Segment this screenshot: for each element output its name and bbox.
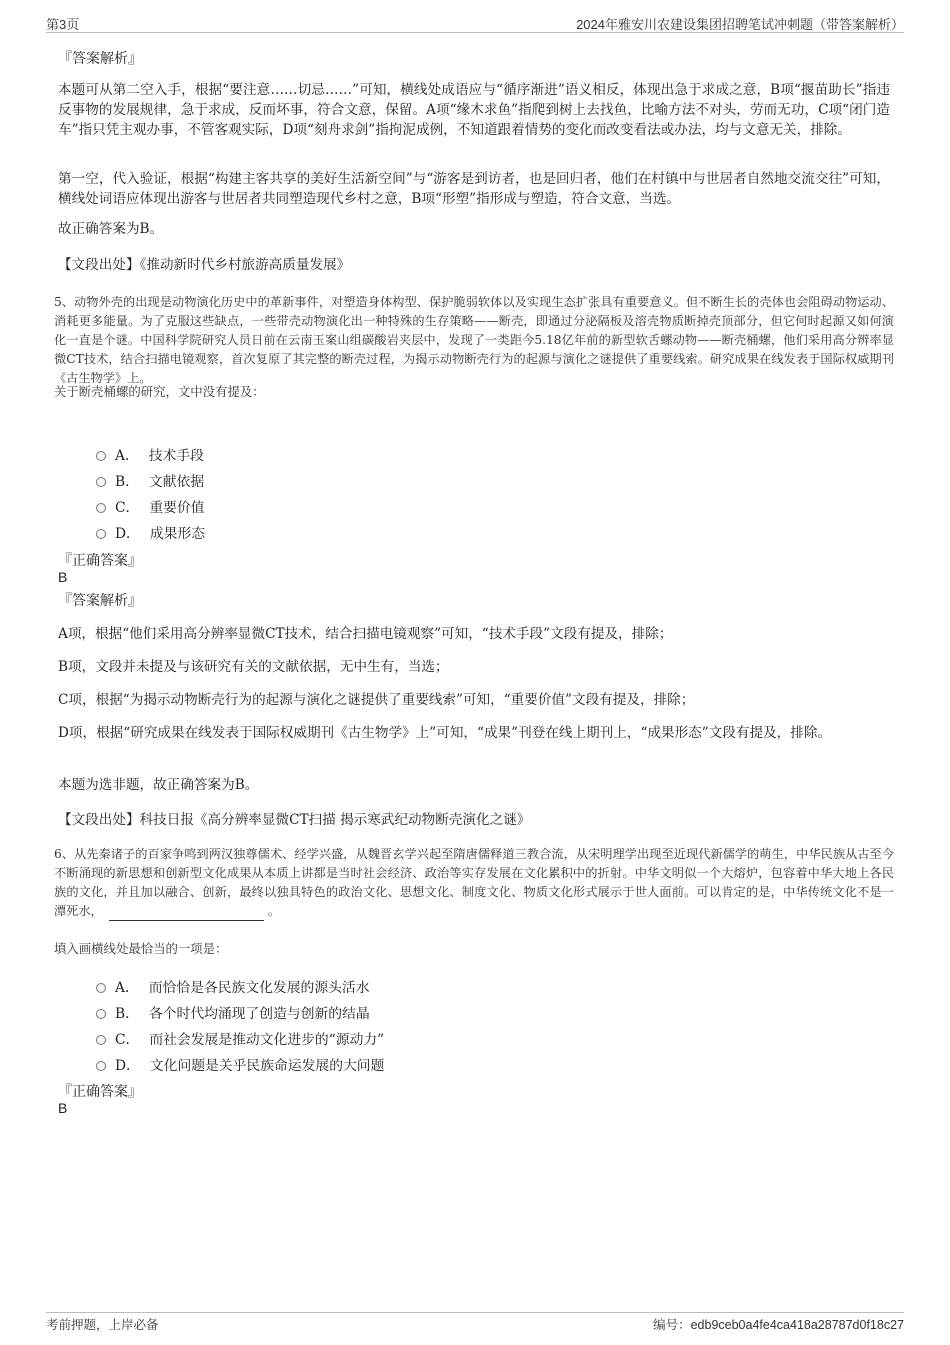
q6-option-d[interactable]: D． 文化问题是关乎民族命运发展的大问题 <box>96 1054 384 1074</box>
q4-analysis-para-1: 本题可从第二空入手，根据“要注意……切忌……”可知，横线处成语应与“循序渐进”语义相反，体现出急于求成之意，B项“揠苗助长”指违反事物的发展规律，急于求成，反而坏事，符合文意，保留。A项“缘木求鱼”指爬到树上去找鱼，比喻方法不对头，劳而无功，C项“闭门造车”指只凭主观办事，不管客观实际，D项“刻舟求剑”指拘泥成例，不知道跟着情势的变化而改变看法或办法，均与文意无关，排除。 <box>58 82 890 138</box>
q5-option-c[interactable]: C． 重要价值 <box>96 496 205 516</box>
q6-option-a[interactable]: A． 而恰恰是各民族文化发展的源头活水 <box>96 976 370 996</box>
q5-source: 【文段出处】科技日报《高分辨率显微CT扫描 揭示寒武纪动物断壳演化之谜》 <box>58 812 531 828</box>
q5-option-b[interactable]: B． 文献依据 <box>96 470 204 490</box>
q5-analysis-label: 『答案解析』 <box>58 593 142 609</box>
q4-conclusion: 故正确答案为B。 <box>58 221 164 237</box>
q4-source: 【文段出处】《推动新时代乡村旅游高质量发展》 <box>58 257 351 273</box>
q5-conclusion: 本题为选非题，故正确答案为B。 <box>58 777 259 793</box>
radio-icon[interactable] <box>96 983 106 993</box>
fill-blank <box>109 906 264 921</box>
radio-icon[interactable] <box>96 1035 106 1045</box>
q5-option-d[interactable]: D． 成果形态 <box>96 522 205 542</box>
q5-option-a[interactable]: A． 技术手段 <box>96 444 204 464</box>
radio-icon[interactable] <box>96 529 106 539</box>
page-footer <box>46 1312 904 1333</box>
page-number: 第3页 <box>46 17 80 32</box>
q6-answer: B <box>58 1100 68 1116</box>
q5-analysis-c: C项，根据“为揭示动物断壳行为的起源与演化之谜提供了重要线索”可知，“重要价值”文段有提及，排除； <box>58 692 695 708</box>
q4-analysis-label: 『答案解析』 <box>58 51 142 67</box>
q5-analysis-b: B项，文段并未提及与该研究有关的文献依据，无中生有，当选； <box>58 659 449 675</box>
q5-text: 5、动物外壳的出现是动物演化历史中的革新事件，对塑造身体构型、保护脆弱软体以及实现生态扩张具有重要意义。但不断生长的壳体也会阻碍动物运动、消耗更多能量。为了克服这些缺点，一些带壳动物演化出一种特殊的生存策略——断壳，即通过分泌隔板及溶壳物质断掉壳顶部分，但它何时起源又如何演化一直是个谜。中国科学院研究人员日前在云南玉案山组碳酸岩夹层中，发现了一类距今5.18亿年前的新型软舌螺动物——断壳桶螺，他们采用高分辨率显微CT技术，结合扫描电镜观察，首次复原了其完整的断壳过程，为揭示动物断壳行为的起源与演化之谜提供了重要线索。研究成果在线发表于国际权威期刊《古生物学》上。 <box>54 295 894 385</box>
q5-analysis-a: A项，根据“他们采用高分辨率显微CT技术，结合扫描电镜观察”可知，“技术手段”文段有提及，排除； <box>58 626 673 642</box>
document-title: 2024年雅安川农建设集团招聘笔试冲刺题（带答案解析） <box>576 17 904 32</box>
radio-icon[interactable] <box>96 1009 106 1019</box>
page-header <box>46 14 904 33</box>
q6-option-b[interactable]: B． 各个时代均涌现了创造与创新的结晶 <box>96 1002 370 1022</box>
q5-prompt: 关于断壳桶螺的研究，文中没有提及： <box>54 384 265 399</box>
q5-answer-label: 『正确答案』 <box>58 553 142 569</box>
radio-icon[interactable] <box>96 503 106 513</box>
q6-option-c[interactable]: C． 而社会发展是推动文化进步的“源动力” <box>96 1028 384 1048</box>
q4-analysis-para-2: 第一空，代入验证，根据“构建主客共享的美好生活新空间”与“游客是到访者，也是回归者，他们在村镇中与世居者自然地交流交往”可知，横线处词语应体现出游客与世居者共同塑造现代乡村之意，B项“形塑”指形成与塑造，符合文意，当选。 <box>58 171 890 207</box>
q6-answer-label: 『正确答案』 <box>58 1084 142 1100</box>
q6-text: 6、从先秦诸子的百家争鸣到两汉独尊儒术、经学兴盛，从魏晋玄学兴起至隋唐儒释道三教合流，从宋明理学出现至近现代新儒学的萌生，中华民族从古至今不断涌现的新思想和创新型文化成果从本质上讲都是当时社会经济、政治等实存发展在文化累积中的折射。中华文明似一个大熔炉，包容着中华大地上各民族的文化，并且加以融合、创新，最终以独具特色的政治文化、思想文化、制度文化、物质文化形式展示于世人面前。可以肯定的是，中华传统文化不是一潭死水， 。 <box>54 845 894 921</box>
radio-icon[interactable] <box>96 477 106 487</box>
q5-answer: B <box>58 569 68 585</box>
radio-icon[interactable] <box>96 1061 106 1071</box>
q6-prompt: 填入画横线处最恰当的一项是： <box>54 941 228 956</box>
radio-icon[interactable] <box>96 451 106 461</box>
q5-analysis-d: D项，根据“研究成果在线发表于国际权威期刊《古生物学》上”可知，“成果”刊登在线上期刊上，“成果形态”文段有提及，排除。 <box>58 725 832 741</box>
footer-slogan: 考前押题，上岸必备 <box>46 1318 159 1332</box>
document-id: 编号：edb9ceb0a4fe4ca418a28787d0f18c27 <box>653 1318 904 1332</box>
